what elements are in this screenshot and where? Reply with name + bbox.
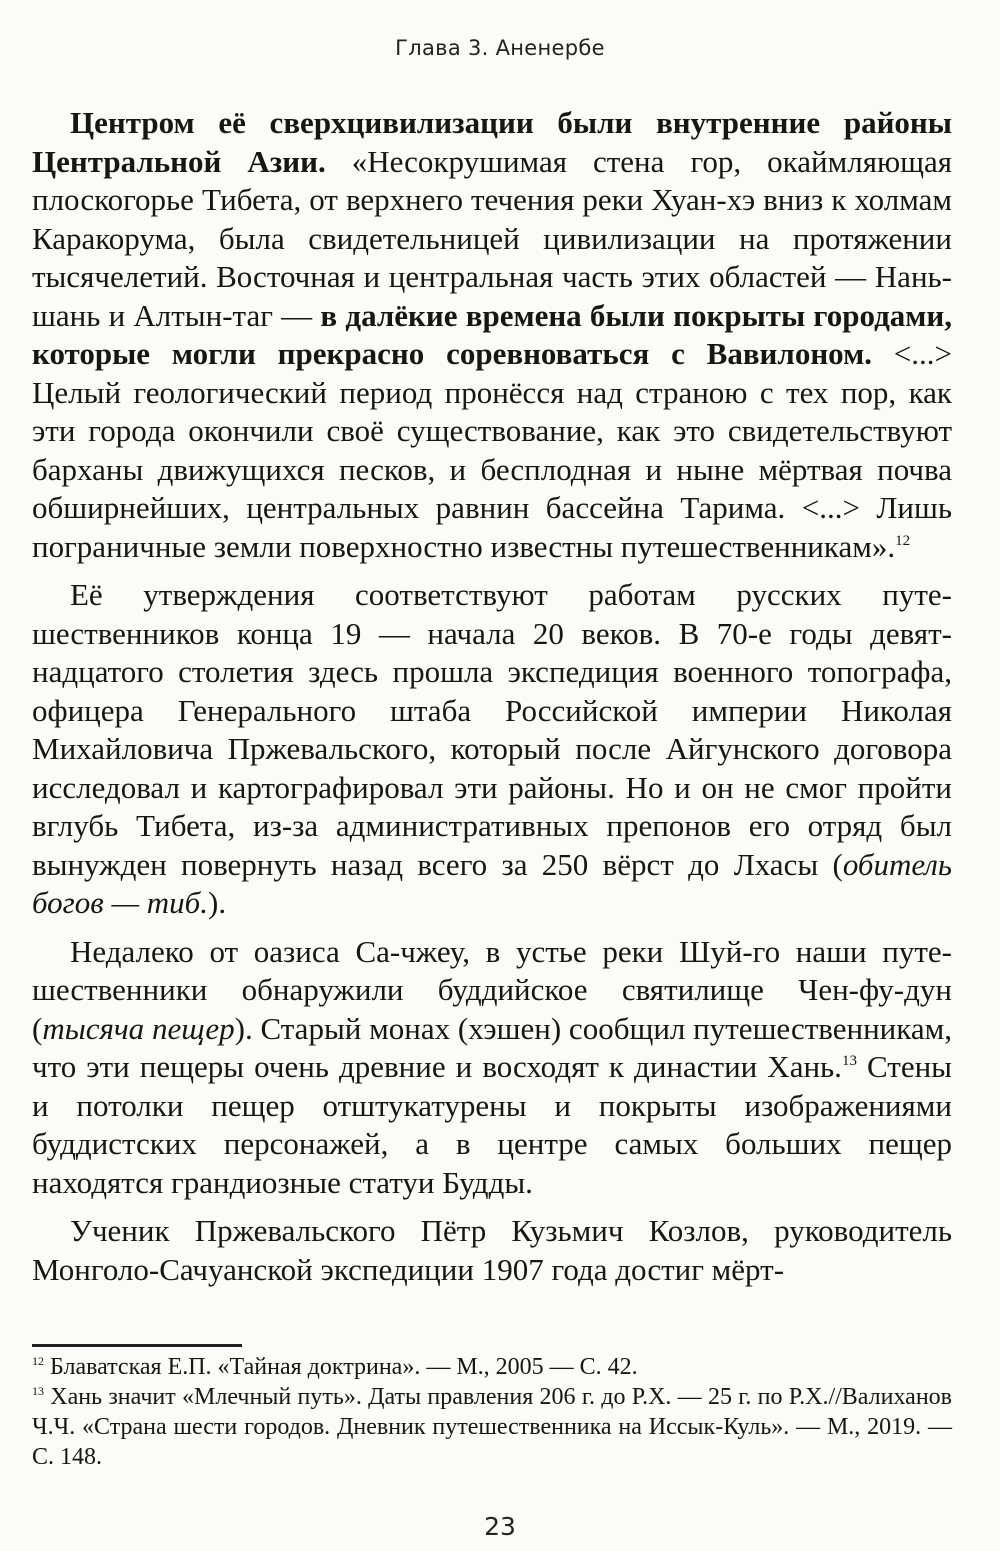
footnote-text: Хань значит «Млечный путь». Даты правления 206 г. до Р.Х. — 25 г. по Р.Х.//Валиханов Ч.Ч. «Страна шести городов. Дневник путешественника на Иссык-Куль». — М., 2019. — С. 148. [32, 1384, 952, 1470]
footnotes [32, 1352, 952, 1472]
paragraph-1-text-a: «Несокрушимая стена гор, окаймляющая плоскогорье Тибета, от верхнего течения реки Хуан-хэ вниз к холмам Каракорума, была свидетельницей цивилизации на протяжении тысячелетий. Восточная и центральная часть этих областей — Нань-шань и Алтын-таг — [32, 143, 952, 333]
footnote-ref-12[interactable]: 12 [895, 532, 911, 549]
paragraph-3-text-b: ). Старый монах (хэшен) сообщил путешественникам, что эти пещеры очень древние и восходят к династии Хань. [32, 1010, 952, 1084]
footnote-12 [32, 1352, 952, 1382]
paragraph-3-text-a: Недалеко от оазиса Са-чжеу, в устье реки Шуй-го наши путешественники обнаружили буддийское святилище Чен-фу-дун ( [32, 933, 952, 1046]
body-text [32, 104, 952, 1289]
bold-emphasis: в далёкие времена были покрыты городами, которые могли прекрасно соревноваться с Вавилоном. [32, 297, 952, 371]
paragraph-4-text: Ученик Пржевальского Пётр Кузьмич Козлов, руководитель Монголо-Сачуанской экспедиции 1907 года достиг мёрт- [32, 1213, 952, 1287]
italic-gloss-lhasa: обитель богов — тиб. [32, 846, 952, 920]
footnote-ref-13[interactable]: 13 [841, 1053, 857, 1069]
bold-lead: Центром её сверхцивилизации были внутренние районы Центральной Азии. [32, 105, 952, 179]
paragraph-1 [32, 104, 952, 566]
footnote-divider [32, 1344, 242, 1347]
paragraph-4 [32, 1212, 952, 1289]
paragraph-1-text-b: <...> Целый геологический период пронёсся над страною с тех пор, как эти города окончили своё существование, как это свидетельствуют барханы движущихся песков, и бесплодная и ныне мёртвая почва обширнейших, центральных равнин бассейна Тарима. <...> Лишь пограничные земли поверхностно известны путешественникам». [32, 336, 952, 564]
paragraph-2 [32, 576, 952, 923]
paragraph-2-text-a: Её утверждения соответствуют работам русских путешественников конца 19 — начала 20 веков. В 70-е годы девятнадцатого столетия здесь прошла экспедиция военного топографа, офицера Генерального штаба Российской империи Николая Михайловича Пржевальского, который после Айгунского договора исследовал и картографировал эти районы. Но и он не смог пройти вглубь Тибета, из-за административных препонов его отряд был вынужден повернуть назад всего за 250 вёрст до Лхасы ( [32, 577, 952, 882]
italic-gloss-caves: тысяча пещер [42, 1010, 235, 1046]
footnote-number: 13 [32, 1384, 44, 1398]
paragraph-3-text-c: Стены и потолки пещер отштукатурены и покрыты изображениями буддистских персонажей, а в центре самых больших пещер находятся грандиозные статуи Будды. [32, 1049, 952, 1200]
paragraph-2-text-b: ). [208, 885, 227, 920]
paragraph-3 [32, 933, 952, 1203]
footnote-13 [32, 1382, 952, 1472]
running-head: Глава 3. Аненербе [395, 36, 605, 60]
page-number: 23 [484, 1512, 516, 1541]
footnote-number: 12 [32, 1354, 44, 1368]
footnote-text: Блаватская Е.П. «Тайная доктрина». — М., 2005 — С. 42. [44, 1354, 638, 1380]
